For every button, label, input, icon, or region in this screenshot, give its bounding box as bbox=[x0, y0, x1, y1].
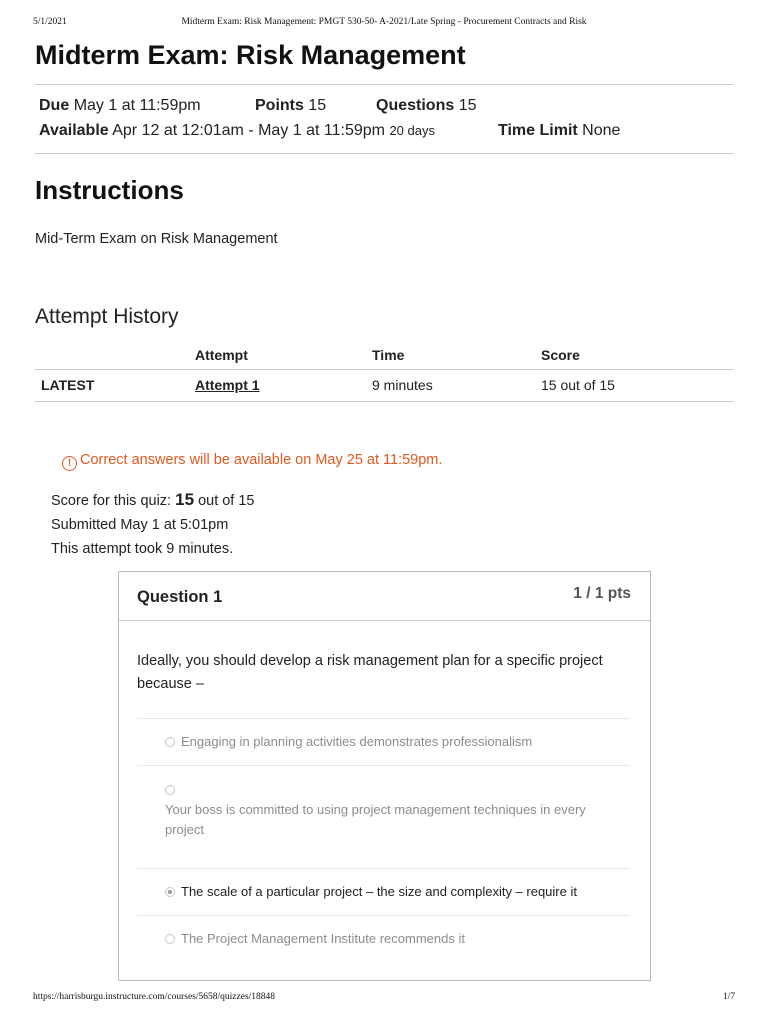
print-url: https://harrisburgu.instructure.com/courses/5658/quizzes/18848 bbox=[33, 992, 276, 1002]
attempt-1-link[interactable]: Attempt 1 bbox=[195, 377, 260, 393]
column-header-attempt: Attempt bbox=[195, 347, 248, 363]
page-number: 1/7 bbox=[722, 992, 735, 1002]
available-info bbox=[39, 122, 435, 140]
questions-value: 15 bbox=[458, 97, 477, 114]
available-value: Apr 12 at 12:01am - May 1 at 11:59pm bbox=[112, 122, 385, 139]
radio-selected-icon bbox=[165, 887, 175, 897]
latest-label: LATEST bbox=[41, 377, 95, 393]
answers-availability-notice bbox=[62, 452, 442, 471]
answer-option-selected bbox=[165, 882, 610, 902]
question-title: Question 1 bbox=[137, 588, 223, 606]
available-days: 20 days bbox=[389, 123, 435, 138]
answer-text: Your boss is committed to using project management techniques in every project bbox=[165, 802, 586, 837]
questions-info bbox=[376, 97, 476, 115]
questions-label: Questions bbox=[376, 97, 455, 114]
instructions-text: Mid-Term Exam on Risk Management bbox=[35, 231, 278, 247]
attempt-score: 15 out of 15 bbox=[541, 377, 615, 393]
question-card bbox=[118, 571, 651, 981]
points-info bbox=[255, 97, 326, 115]
available-label: Available bbox=[39, 122, 109, 139]
table-header-divider bbox=[35, 369, 734, 370]
question-text: Ideally, you should develop a risk management plan for a specific project because – bbox=[137, 653, 603, 692]
answer-option bbox=[165, 732, 610, 752]
due-value: May 1 at 11:59pm bbox=[73, 97, 201, 114]
score-summary bbox=[51, 488, 255, 561]
divider bbox=[35, 153, 734, 154]
attempt-history-heading: Attempt History bbox=[35, 305, 179, 328]
divider bbox=[35, 84, 734, 85]
attempt-time: 9 minutes bbox=[372, 377, 433, 393]
table-row-divider bbox=[35, 401, 734, 402]
page-title: Midterm Exam: Risk Management bbox=[35, 40, 466, 70]
instructions-heading: Instructions bbox=[35, 175, 184, 205]
answer-divider bbox=[137, 868, 630, 869]
answer-divider bbox=[137, 915, 630, 916]
time-limit-info bbox=[498, 122, 620, 140]
answer-divider bbox=[137, 718, 630, 719]
answer-text: The Project Management Institute recommends it bbox=[181, 931, 465, 946]
score-suffix: out of 15 bbox=[198, 493, 255, 509]
points-label: Points bbox=[255, 97, 304, 114]
answer-text: The scale of a particular project – the size and complexity – require it bbox=[181, 884, 577, 899]
radio-icon bbox=[165, 785, 175, 795]
column-header-score: Score bbox=[541, 347, 580, 363]
answer-option bbox=[165, 929, 610, 949]
score-prefix: Score for this quiz: bbox=[51, 493, 172, 509]
print-title: Midterm Exam: Risk Management: PMGT 530-50- A-2021/Late Spring - Procurement Contracts and Risk bbox=[181, 17, 587, 27]
duration-line: This attempt took 9 minutes. bbox=[51, 541, 234, 557]
answer-divider bbox=[137, 765, 630, 766]
answer-text: Engaging in planning activities demonstrates professionalism bbox=[181, 734, 533, 749]
time-limit-label: Time Limit bbox=[498, 122, 578, 139]
time-limit-value: None bbox=[582, 122, 621, 139]
question-points: 1 / 1 pts bbox=[573, 585, 631, 602]
points-value: 15 bbox=[308, 97, 327, 114]
question-header bbox=[119, 572, 650, 621]
due-label: Due bbox=[39, 97, 70, 114]
warning-icon: ! bbox=[62, 456, 77, 471]
answer-option bbox=[165, 780, 610, 840]
due-info bbox=[39, 97, 201, 115]
score-value: 15 bbox=[175, 490, 195, 509]
quiz-score-line bbox=[51, 488, 255, 513]
column-header-time: Time bbox=[372, 347, 405, 363]
print-date: 5/1/2021 bbox=[33, 17, 67, 27]
notice-text: Correct answers will be available on May 25 at 11:59pm. bbox=[80, 452, 443, 468]
submitted-line: Submitted May 1 at 5:01pm bbox=[51, 517, 229, 533]
radio-icon bbox=[165, 737, 175, 747]
radio-icon bbox=[165, 934, 175, 944]
